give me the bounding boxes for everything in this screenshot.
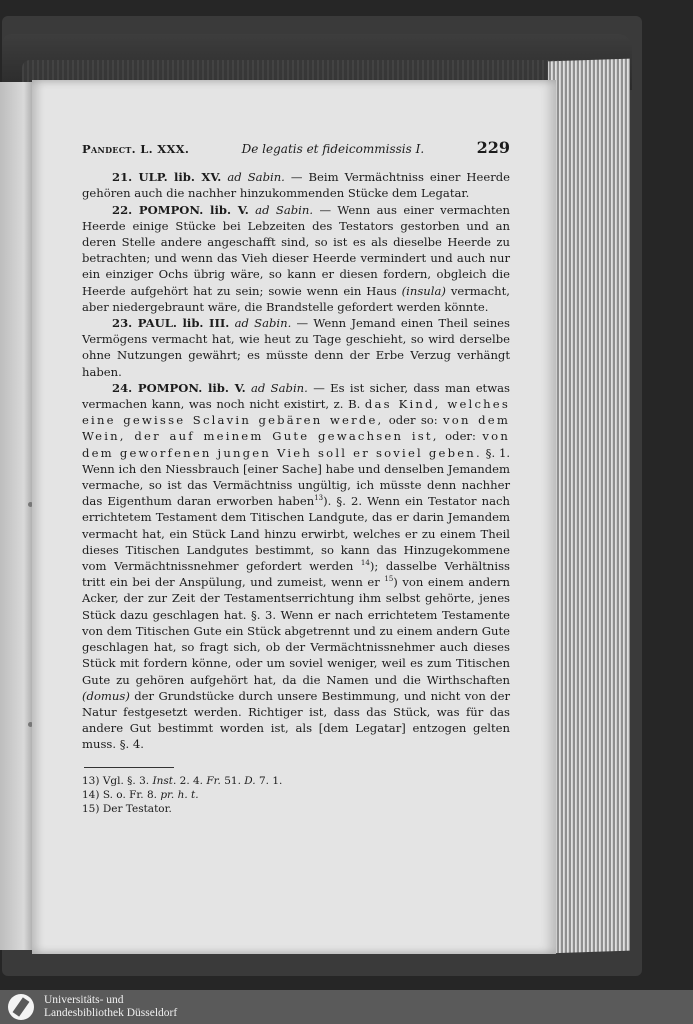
footnote-ref-work: pr. h. t.	[160, 788, 199, 801]
paragraph-22	[82, 202, 510, 315]
header-book: Pandect. L. XXX.	[82, 142, 190, 156]
footnote-13	[82, 774, 510, 788]
paragraph-21	[82, 169, 510, 201]
spaced-text: von dem geworfenen jungen Vieh soll er soviel geben.	[82, 429, 510, 460]
source-work: ad Sabin.	[227, 170, 285, 185]
footnote-ref-num: 51.	[224, 774, 241, 787]
book-page	[32, 80, 556, 954]
footnote-ref: 15	[384, 575, 394, 584]
library-name-line2: Landesbibliothek Düsseldorf	[44, 1007, 178, 1019]
running-header	[82, 140, 510, 157]
footnote-text: Vgl. §. 3.	[102, 774, 150, 787]
footnote-rule	[84, 767, 174, 768]
footnote-ref: 14	[360, 559, 370, 568]
paragraph-text: ) von einem andern Acker, der zur Zeit der Testamentserrichtung ihm selbst gehörte, jenes Stück dazu geschlagen hat. §. 3. Wenn er nach errichtetem Testamente von dem Titischen Gute ein Stück abgetrennt und zu einem andern Gute geschlagen hat, so fragt sich, ob der Vermächtnissnehmer auch dieses Stück mit fordern könne, oder um soviel weniger, weil es zum Titischen Gute zu gehören aufgehört hat, da die Namen und die Wirthschaften	[82, 575, 511, 687]
source-ref: 21. ULP. lib. XV.	[112, 170, 222, 185]
paragraph-text: — Wenn aus einer vermachten Heerde einige Stücke bei Lebzeiten des Testators gestorben und an deren Stelle andere angeschafft sind, so ist es als dieselbe Heerde zu betrachten; und wenn das Vieh dieser Heerde vermindert und auch nur ein einziger Ochs übrig wäre, so kann er diesen fordern, obgleich die Heerde aufgehört hat zu sein; sowie wenn ein Haus	[82, 202, 510, 298]
footnote-number: 13)	[82, 774, 100, 787]
paragraph-24	[82, 380, 510, 753]
library-footer	[0, 990, 693, 1024]
paragraph-text: oder so:	[388, 413, 438, 428]
page-text	[82, 140, 510, 816]
paragraph-text: vermacht, aber niedergebraunt wäre, die Brandstelle gefordert werden könnte.	[82, 283, 510, 314]
footnote-ref-work: Inst.	[152, 774, 177, 787]
library-logo-icon[interactable]	[8, 994, 34, 1020]
paragraph-text: oder:	[445, 429, 476, 444]
left-page-edge	[0, 82, 34, 950]
paragraph-text: der Grundstücke durch unsere Bestimmung, und nicht von der Natur festgesetzt werden. Richtiger ist, dass das Stück, was für das andere Gut bestimmt worden ist, als [dem Legatar] entzogen gelten muss. §. 4.	[82, 688, 510, 752]
spaced-text: von dem Wein, der auf meinem Gute gewachsen ist,	[82, 413, 511, 444]
paragraph-text: ); dasselbe Verhältniss tritt ein bei der Anspülung, und zumeist, wenn er	[82, 559, 510, 590]
footnote-14	[82, 788, 510, 802]
spaced-text: das Kind, welches eine gewisse Sclavin gebären werde,	[82, 397, 511, 428]
paragraph-text: — Wenn Jemand einen Theil seines Vermögens vermacht hat, wie heut zu Tage geschieht, so wird derselbe ohne Nutzungen gewährt; es müsste denn der Erbe Verzug verhängt haben.	[82, 316, 510, 379]
footnote-15	[82, 802, 510, 816]
footnote-number: 14)	[82, 788, 100, 801]
footnote-number: 15)	[82, 802, 100, 815]
footnote-ref: 13	[314, 494, 324, 503]
header-title: De legatis et fideicommissis I.	[241, 142, 425, 156]
footnote-ref-fr: Fr.	[206, 774, 221, 787]
source-ref: 22. POMPON. lib. V.	[112, 202, 249, 217]
latin-term: (insula)	[401, 283, 446, 298]
footnote-ref-num: 2. 4.	[179, 774, 204, 787]
source-work: ad Sabin.	[255, 202, 314, 217]
footnote-ref-d: D.	[244, 774, 256, 787]
source-ref: 23. PAUL. lib. III.	[112, 316, 230, 331]
page-number: 229	[476, 138, 510, 157]
page-stack-edges	[548, 59, 630, 954]
paragraph-23	[82, 315, 510, 380]
source-ref: 24. POMPON. lib. V.	[112, 380, 246, 395]
paragraph-text: ). §. 2. Wenn ein Testator nach errichtetem Testament dem Titischen Landgute, das er darin Jemandem vermacht hat, ein Stück Land hinzu erwirbt, welches er zu einem Theil dieses Titischen Landgutes bestimmt, so kann das Hinzugekommene vom Vermächtnissnehmer gefordert werden	[82, 494, 511, 574]
paragraph-text: — Es ist sicher, dass man etwas vermachen kann, was noch nicht existirt, z. B.	[82, 380, 511, 412]
paragraph-text: — Beim Vermächtniss einer Heerde gehören auch die nachher hinzukommenden Stücke dem Legatar.	[82, 170, 511, 201]
source-work: ad Sabin.	[250, 380, 308, 395]
footnote-text: Der Testator.	[102, 802, 172, 815]
paragraph-text: §. 1. Wenn ich den Niessbrauch [einer Sache] habe und denselben Jemandem vermache, so ist das Vermächtniss ungültig, ich müsste denn nachher das Eigenthum daran erworben haben	[82, 445, 511, 509]
latin-term: (domus)	[82, 688, 130, 703]
library-name[interactable]	[44, 994, 177, 1020]
source-work: ad Sabin.	[234, 316, 292, 331]
footnote-text: S. o. Fr. 8.	[102, 788, 157, 801]
library-name-line1: Universitäts- und	[44, 994, 124, 1006]
footnote-ref-num: 7. 1.	[258, 774, 283, 787]
